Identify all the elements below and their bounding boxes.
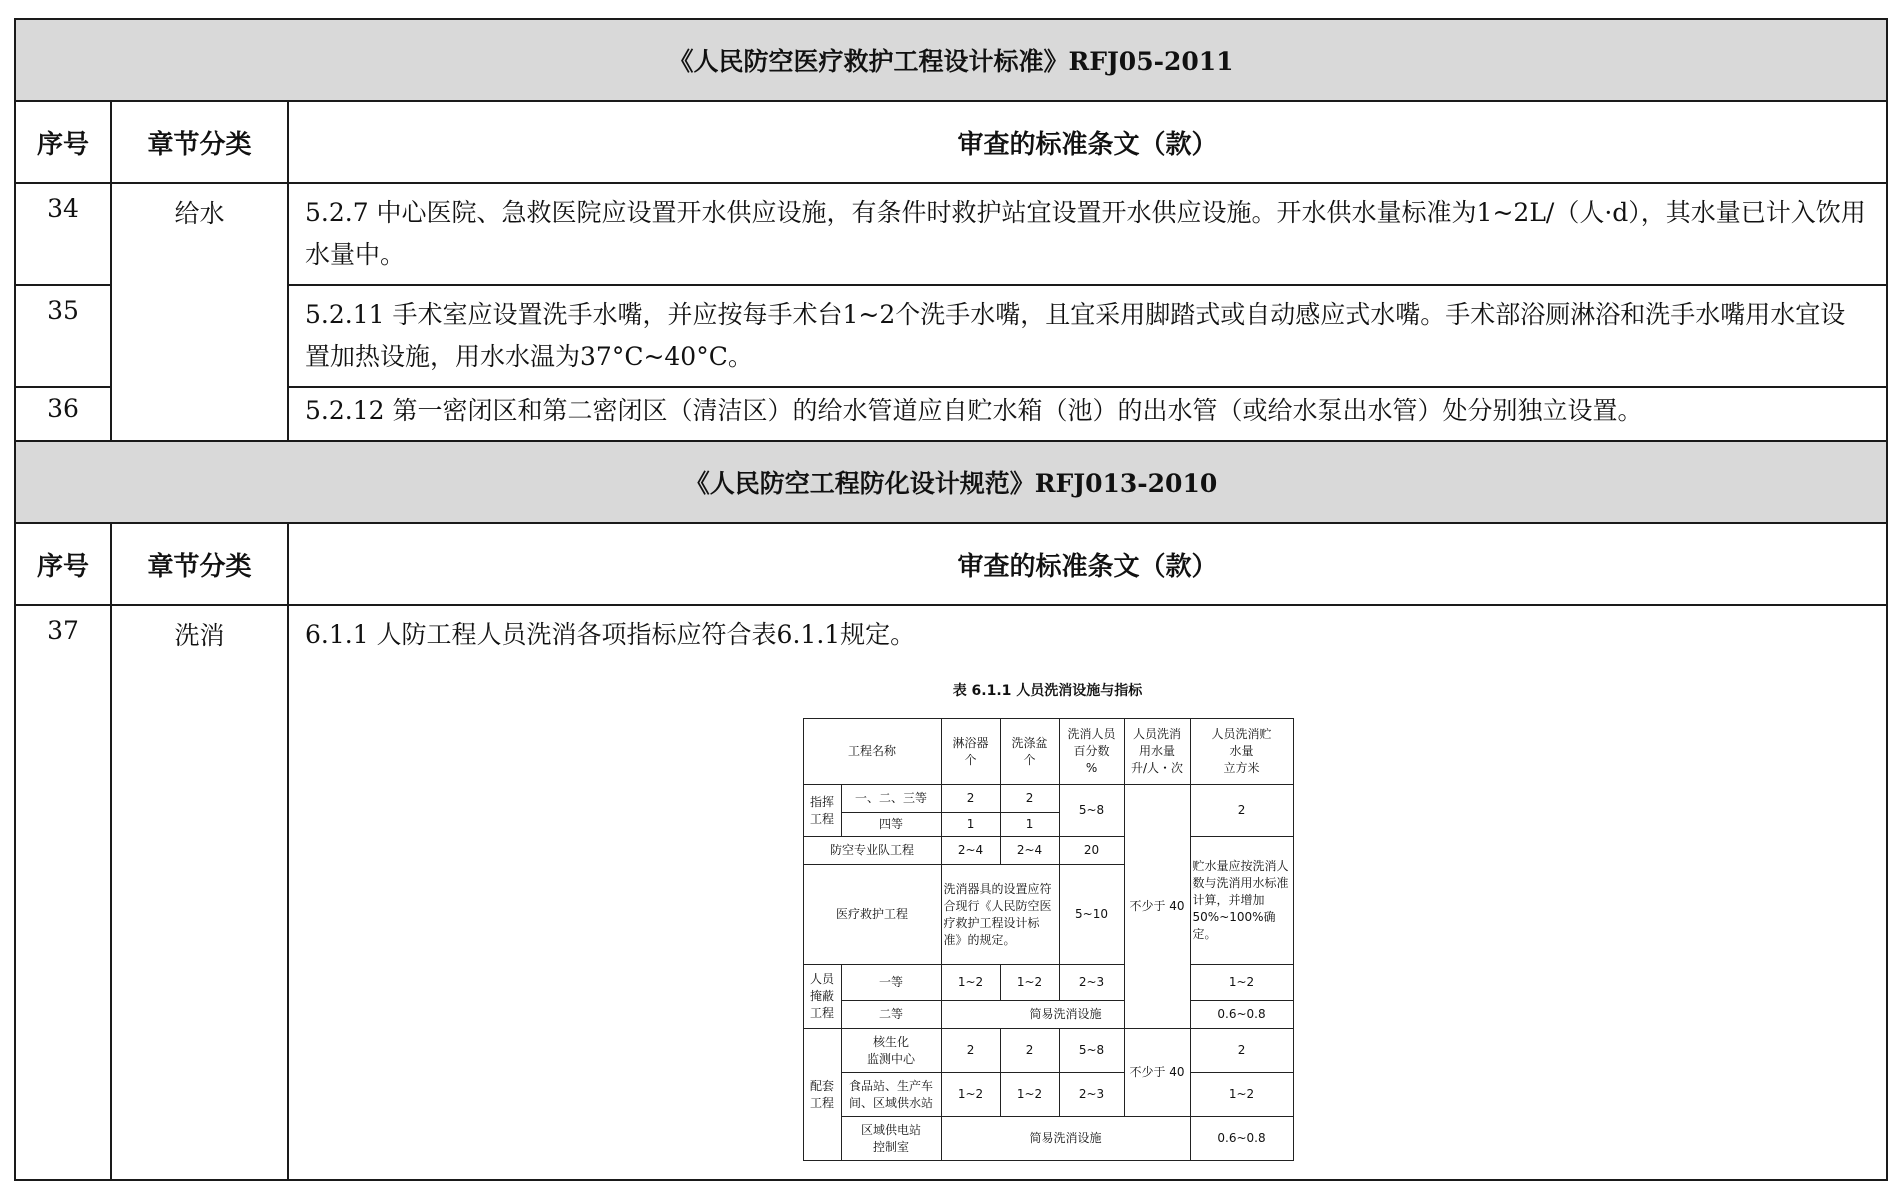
cell: 食品站、生产车间、区域供水站 (841, 1073, 941, 1117)
clause-text: 5.2.12 第一密闭区和第二密闭区（清洁区）的给水管道应自贮水箱（池）的出水管（或给水泵出水管）处分别独立设置。 (288, 387, 1887, 441)
cell: 洗消器具的设置应符合现行《人民防空医疗救护工程设计标准》的规定。 (941, 865, 1059, 965)
cell: 一等 (841, 965, 941, 1001)
clause-cell (288, 605, 1887, 1180)
decon-table (803, 718, 1294, 1161)
cell: 1 (941, 813, 1000, 837)
cell: 1~2 (1000, 1073, 1059, 1117)
standards-review-table (14, 18, 1888, 1181)
cell: 2~4 (941, 837, 1000, 865)
cell: 2 (1000, 785, 1059, 813)
row-number: 37 (15, 605, 111, 1180)
col-water-storage: 人员洗消贮 水量 立方米 (1190, 719, 1293, 785)
cell: 0.6~0.8 (1190, 1117, 1293, 1161)
cell: 1~2 (941, 965, 1000, 1001)
section-title-chemical: 《人民防空工程防化设计规范》RFJ013-2010 (15, 441, 1887, 523)
col-showers: 淋浴器 个 (941, 719, 1000, 785)
cell: 20 (1059, 837, 1124, 865)
cell: 2 (1190, 785, 1293, 837)
cell: 2~4 (1000, 837, 1059, 865)
clause-text: 6.1.1 人防工程人员洗消各项指标应符合表6.1.1规定。 (305, 620, 916, 649)
cell: 2~3 (1059, 1073, 1124, 1117)
cell: 核生化 监测中心 (841, 1029, 941, 1073)
cell: 0.6~0.8 (1190, 1001, 1293, 1029)
cell: 2~3 (1059, 965, 1124, 1001)
col-water-use: 人员洗消 用水量 升/人・次 (1124, 719, 1190, 785)
table-row (15, 183, 1887, 285)
cell: 区域供电站 控制室 (841, 1117, 941, 1161)
clause-text: 5.2.11 手术室应设置洗手水嘴，并应按每手术台1~2个洗手水嘴，且宜采用脚踏式或自动感应式水嘴。手术部浴厕淋浴和洗手水嘴用水宜设置加热设施，用水水温为37°C~40°C。 (288, 285, 1887, 387)
group-support: 配套 工程 (803, 1029, 841, 1161)
cell: 四等 (841, 813, 941, 837)
header-clause: 审查的标准条文（款） (288, 101, 1887, 183)
cell: 1 (1000, 813, 1059, 837)
header-category: 章节分类 (111, 523, 288, 605)
group-command: 指挥 工程 (803, 785, 841, 837)
group-shelter: 人员 掩蔽 工程 (803, 965, 841, 1029)
col-percentage: 洗消人员 百分数 % (1059, 719, 1124, 785)
cell: 防空专业队工程 (803, 837, 941, 865)
cell: 二等 (841, 1001, 941, 1029)
cell: 2 (941, 785, 1000, 813)
header-category: 章节分类 (111, 101, 288, 183)
cell: 2 (941, 1029, 1000, 1073)
cell: 5~8 (1059, 1029, 1124, 1073)
col-project-name: 工程名称 (803, 719, 941, 785)
cell: 医疗救护工程 (803, 865, 941, 965)
table-row (15, 387, 1887, 441)
row-number: 34 (15, 183, 111, 285)
row-category: 给水 (111, 183, 288, 441)
cell: 1~2 (1190, 965, 1293, 1001)
cell: 1~2 (1190, 1073, 1293, 1117)
cell: 贮水量应按洗消人数与洗消用水标准计算，并增加 50%~100%确定。 (1190, 837, 1293, 965)
cell: 5~10 (1059, 865, 1124, 965)
cell: 简易洗消设施 (941, 1001, 1190, 1029)
cell: 1~2 (941, 1073, 1000, 1117)
row-number: 36 (15, 387, 111, 441)
cell: 2 (1190, 1029, 1293, 1073)
decon-table-figure (803, 670, 1293, 1161)
header-no: 序号 (15, 101, 111, 183)
col-basins: 洗涤盆 个 (1000, 719, 1059, 785)
cell: 一、二、三等 (841, 785, 941, 813)
clause-text: 5.2.7 中心医院、急救医院应设置开水供应设施，有条件时救护站宜设置开水供应设施。开水供水量标准为1~2L/（人·d），其水量已计入饮用水量中。 (288, 183, 1887, 285)
header-clause: 审查的标准条文（款） (288, 523, 1887, 605)
section-title-medical: 《人民防空医疗救护工程设计标准》RFJ05-2011 (15, 19, 1887, 101)
row-number: 35 (15, 285, 111, 387)
table-row (15, 285, 1887, 387)
cell: 不少于 40 (1124, 785, 1190, 1029)
table-row (15, 605, 1887, 1180)
cell: 2 (1000, 1029, 1059, 1073)
cell: 1~2 (1000, 965, 1059, 1001)
cell: 不少于 40 (1124, 1029, 1190, 1117)
cell: 5~8 (1059, 785, 1124, 837)
header-no: 序号 (15, 523, 111, 605)
row-category: 洗消 (111, 605, 288, 1180)
cell: 简易洗消设施 (941, 1117, 1190, 1161)
decon-table-caption: 表 6.1.1 人员洗消设施与指标 (952, 683, 1143, 699)
